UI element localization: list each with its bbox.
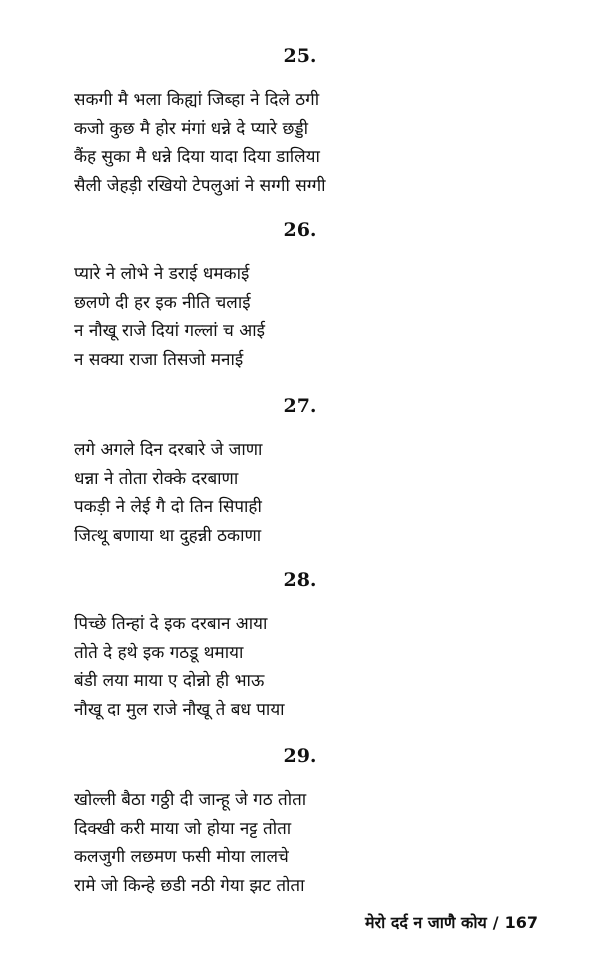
verse-line: नौखू दा मुल राजे नौखू ते बध पाया bbox=[74, 699, 285, 720]
verse-25 bbox=[0, 44, 600, 200]
verse-line: जित्थू बणाया था दुहन्नी ठकाणा bbox=[74, 525, 262, 546]
verse-line: सकगी मै भला किह्यां जिब्हा ने दिले ठगी bbox=[74, 90, 320, 110]
verse-number: 25. bbox=[283, 45, 317, 67]
verse-line: न सक्या राजा तिसजो मनाई bbox=[74, 349, 244, 370]
verse-number: 28. bbox=[283, 569, 317, 591]
book-title: मेरो दर्द न जाणै कोय bbox=[365, 913, 487, 932]
verse-lines bbox=[74, 786, 600, 900]
verse-line: रामे जो किन्हे छडी नठी गेया झट तोता bbox=[74, 875, 305, 896]
verse-number: 29. bbox=[283, 745, 317, 767]
verse-26 bbox=[0, 218, 600, 374]
verse-line: कलजुगी लछमण फसी मोया लालचे bbox=[74, 847, 289, 867]
verse-line: खोल्ली बैठा गठ्ठी दी जान्हू जे गठ तोता bbox=[74, 790, 307, 810]
verse-28 bbox=[0, 568, 600, 724]
verse-27 bbox=[0, 394, 600, 550]
page-number: 167 bbox=[504, 913, 538, 932]
verse-lines bbox=[74, 610, 600, 724]
verse-number: 26. bbox=[283, 219, 317, 241]
verse-line: न नौखू राजे दियां गल्लां च आई bbox=[74, 321, 265, 341]
footer-separator: / bbox=[492, 913, 499, 932]
verse-line: दिक्खी करी माया जो होया नट्ट तोता bbox=[74, 818, 292, 839]
verse-number: 27. bbox=[283, 395, 317, 417]
verse-29 bbox=[0, 744, 600, 900]
verse-line: कजो कुछ मै होर मंगां धन्ने दे प्यारे छड्डी bbox=[74, 118, 309, 139]
verse-line: छलणे दी हर इक नीति चलाई bbox=[74, 292, 251, 313]
verse-line: प्यारे ने लोभे ने डराई धमकाई bbox=[74, 264, 250, 284]
page-footer bbox=[365, 912, 538, 934]
verse-line: सैली जेहड़ी रखियो टेपलुआं ने सग्गी सग्गी bbox=[74, 175, 326, 196]
verse-lines bbox=[74, 436, 600, 550]
verse-line: कैंह सुका मै धन्ने दिया यादा दिया डालिया bbox=[74, 147, 320, 167]
verse-lines bbox=[74, 260, 600, 374]
verse-line: पिच्छे तिन्हां दे इक दरबान आया bbox=[74, 614, 268, 634]
verse-line: पकड़ी ने लेई गै दो तिन सिपाही bbox=[74, 497, 262, 517]
verse-line: बंडी लया माया ए दोन्नो ही भाऊ bbox=[74, 671, 265, 691]
verse-line: धन्ना ने तोता रोक्के दरबाणा bbox=[74, 468, 239, 489]
verse-line: लगे अगले दिन दरबारे जे जाणा bbox=[74, 440, 263, 460]
verse-line: तोते दे हथे इक गठडू थमाया bbox=[74, 642, 244, 663]
verse-lines bbox=[74, 86, 600, 200]
